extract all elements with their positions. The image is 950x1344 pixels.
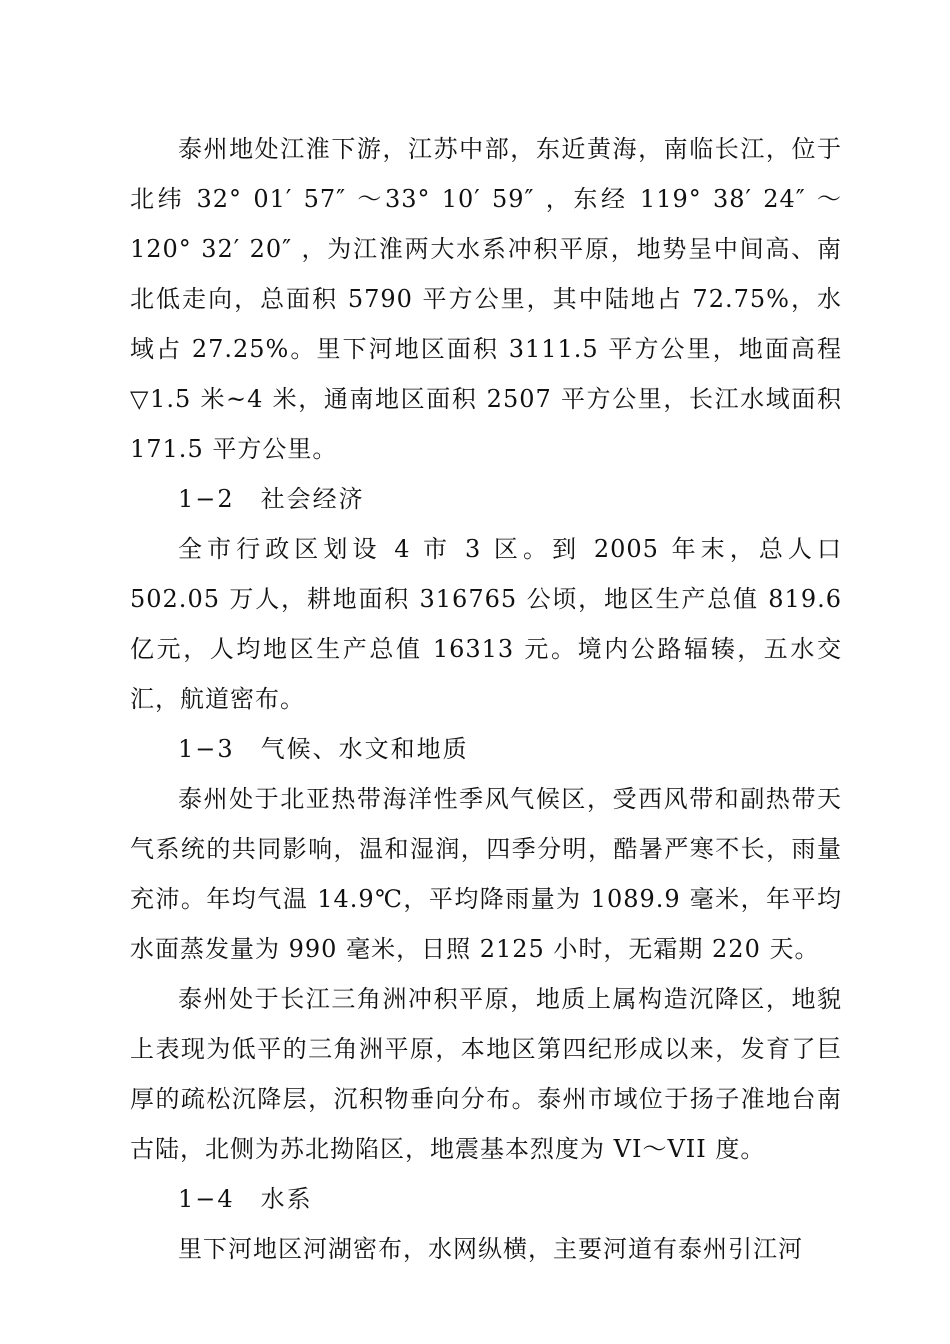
section-heading-climate-hydrology-geology: 1−3 气候、水文和地质 bbox=[178, 735, 469, 763]
paragraph-social-economy: 全市行政区划设 4 市 3 区。到 2005 年末，总人口 502.05 万人，耕地面积 316765 公顷，地区生产总值 819.6 亿元，人均地区生产总值 16313 元。境内公路辐辏，五水交汇，航道密布。 bbox=[130, 535, 842, 713]
section-heading-water-system: 1−4 水系 bbox=[178, 1185, 313, 1213]
document-body bbox=[130, 124, 842, 1274]
paragraph-geology: 泰州处于长江三角洲冲积平原，地质上属构造沉降区，地貌上表现为低平的三角洲平原，本地区第四纪形成以来，发育了巨厚的疏松沉降层，沉积物垂向分布。泰州市域位于扬子准地台南古陆，北侧为苏北拗陷区，地震基本烈度为 VI～VII 度。 bbox=[130, 985, 842, 1163]
paragraph-water-system: 里下河地区河湖密布，水网纵横，主要河道有泰州引江河 bbox=[178, 1235, 803, 1263]
paragraph-geography: 泰州地处江淮下游，江苏中部，东近黄海，南临长江，位于北纬 32° 01′ 57″ ～33° 10′ 59″ ，东经 119° 38′ 24″ ～ 120° 32′ 20″ ，为江淮两大水系冲积平原，地势呈中间高、南北低走向，总面积 5790 平方公里，其中陆地占 72.75%，水域占 27.25%。里下河地区面积 3111.5 平方公里，地面高程▽1.5 米~4 米，通南地区面积 2507 平方公里，长江水域面积 171.5 平方公里。 bbox=[130, 135, 842, 463]
section-heading-social-economy: 1−2 社会经济 bbox=[178, 485, 365, 513]
paragraph-climate: 泰州处于北亚热带海洋性季风气候区，受西风带和副热带天气系统的共同影响，温和湿润，四季分明，酷暑严寒不长，雨量充沛。年均气温 14.9℃，平均降雨量为 1089.9 毫米，年平均水面蒸发量为 990 毫米，日照 2125 小时，无霜期 220 天。 bbox=[130, 785, 842, 963]
